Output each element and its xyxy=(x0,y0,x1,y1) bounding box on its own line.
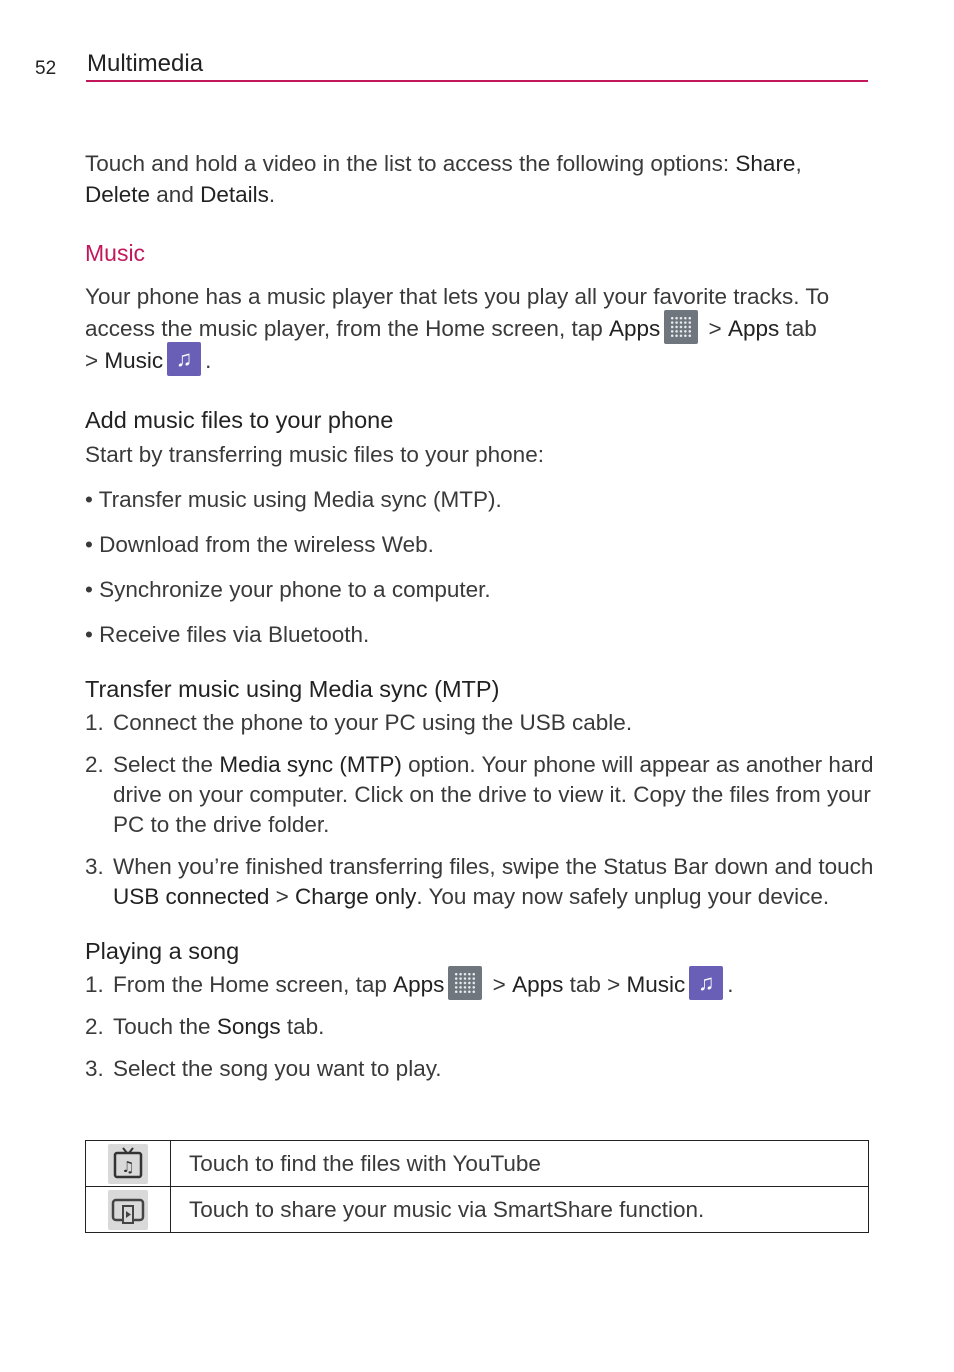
step-number: 2. xyxy=(85,1014,104,1040)
apps-grid-icon xyxy=(664,310,698,344)
playing-heading: Playing a song xyxy=(85,938,240,964)
step-item xyxy=(85,1054,875,1084)
step-text: Touch the xyxy=(113,1014,217,1040)
delete-option: Delete xyxy=(85,182,151,207)
share-option: Share xyxy=(735,151,796,176)
step-text: option. Your phone will appear as another hard drive on your computer. Click on the drive to view it. Copy the files from your PC to the drive folder. xyxy=(113,752,874,837)
music-note-icon: ♫ xyxy=(689,966,723,1000)
step-item xyxy=(85,750,875,840)
step-number: 2. xyxy=(85,752,104,777)
header-rule xyxy=(86,80,868,82)
media-sync-option: Media sync (MTP) xyxy=(219,752,402,777)
step-text: Select the song you want to play. xyxy=(113,1056,442,1082)
list-item: • Transfer music using Media sync (MTP). xyxy=(85,487,502,512)
intro-text: Touch and hold a video in the list to access the following options: xyxy=(85,151,736,176)
step-number: 1. xyxy=(85,710,104,735)
step-number: 1. xyxy=(85,972,104,997)
step-number: 3. xyxy=(85,1056,104,1082)
usb-connected-option: USB connected xyxy=(113,884,270,909)
step-text: From the Home screen, tap xyxy=(113,972,394,997)
step-text: When you’re finished transferring files, swipe the Status Bar down and touch xyxy=(113,854,874,879)
list-item: • Synchronize your phone to a computer. xyxy=(85,577,491,602)
music-paragraph xyxy=(85,281,875,377)
mtp-heading: Transfer music using Media sync (MTP) xyxy=(85,676,500,702)
table-icon-cell xyxy=(86,1187,171,1233)
music-intro-text: Your phone has a music player that lets you play all your favorite tracks. To access the music player, from the Home screen, tap xyxy=(85,284,830,341)
arrow-text: > xyxy=(269,884,296,909)
list-item: • Receive files via Bluetooth. xyxy=(85,622,370,647)
apps-label: Apps xyxy=(393,972,445,997)
intro-paragraph xyxy=(85,148,875,210)
and-text: and xyxy=(150,182,201,207)
step-text: Select the xyxy=(113,752,220,777)
step-item xyxy=(85,708,875,738)
step-item xyxy=(85,970,875,1000)
step-text: . You may now safely unplug your device. xyxy=(416,884,830,909)
table-text-cell: Touch to find the files with YouTube xyxy=(171,1141,869,1187)
comma: , xyxy=(795,151,802,176)
music-heading: Music xyxy=(85,240,146,266)
add-files-list xyxy=(85,484,875,650)
period: . xyxy=(205,348,212,373)
table-row xyxy=(86,1187,869,1233)
apps-tab-label: Apps xyxy=(512,972,564,997)
charge-only-option: Charge only xyxy=(295,884,417,909)
songs-tab-label: Songs xyxy=(216,1014,281,1040)
arrow-text: > xyxy=(702,316,728,341)
music-label: Music xyxy=(626,972,686,997)
period: . xyxy=(727,972,734,997)
section-header: Multimedia xyxy=(87,50,204,77)
add-files-heading: Add music files to your phone xyxy=(85,407,394,433)
page-number: 52 xyxy=(35,58,57,79)
list-item: • Download from the wireless Web. xyxy=(85,532,434,557)
svg-text:♫: ♫ xyxy=(121,1157,135,1176)
table-text-cell: Touch to share your music via SmartShare function. xyxy=(171,1187,869,1233)
tab-text: tab xyxy=(779,316,817,341)
apps-grid-icon xyxy=(448,966,482,1000)
music-note-icon: ♫ xyxy=(167,342,201,376)
details-option: Details xyxy=(200,182,269,207)
youtube-tv-icon xyxy=(108,1144,148,1184)
options-table xyxy=(85,1140,869,1233)
table-icon-cell xyxy=(86,1141,171,1187)
step-text: tab. xyxy=(280,1014,325,1040)
add-files-lead: Start by transferring music files to your phone: xyxy=(85,442,544,467)
mtp-steps xyxy=(85,708,875,912)
period: . xyxy=(268,182,276,207)
step-text: Connect the phone to your PC using the USB cable. xyxy=(113,710,633,735)
arrow-text: > xyxy=(486,972,513,997)
content xyxy=(85,148,875,1108)
apps-label: Apps xyxy=(608,316,661,341)
music-label: Music xyxy=(104,348,164,373)
playing-steps xyxy=(85,970,875,1084)
step-item xyxy=(85,1012,875,1042)
arrow-text-2: > xyxy=(85,348,105,373)
step-item xyxy=(85,852,875,912)
step-number: 3. xyxy=(85,854,104,879)
smartshare-icon xyxy=(108,1190,148,1230)
apps-tab-label: Apps xyxy=(727,316,780,341)
tab-text: tab > xyxy=(563,972,627,997)
table-row xyxy=(86,1141,869,1187)
